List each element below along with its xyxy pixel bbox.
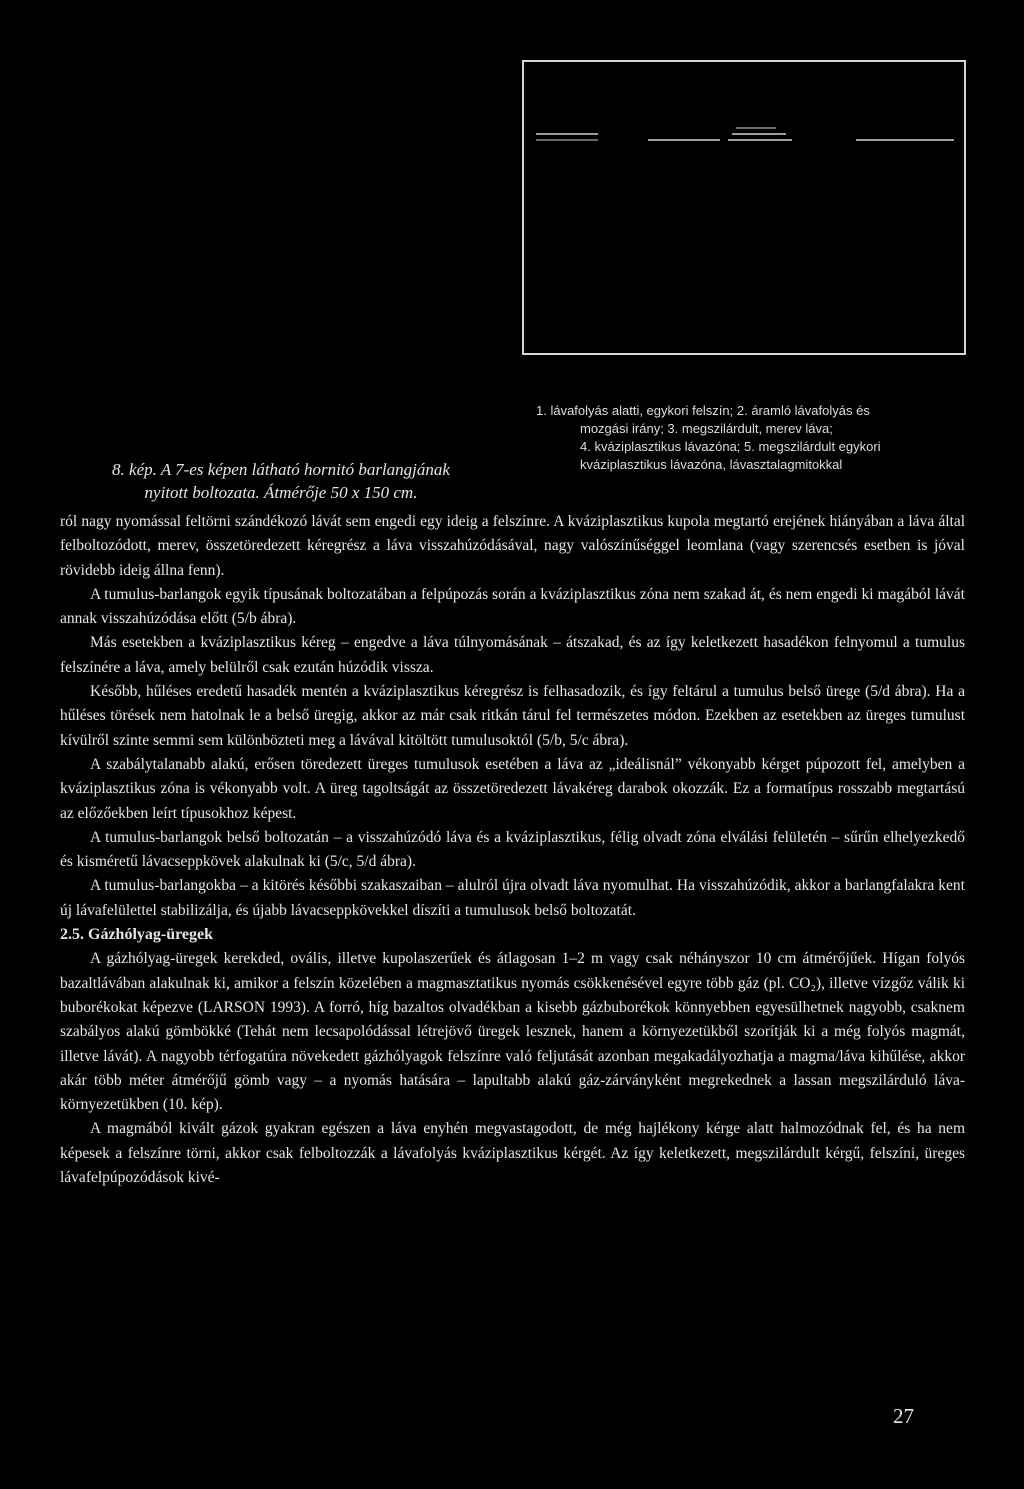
page-number: 27 <box>893 1404 914 1428</box>
paragraph: A tumulus-barlangok egyik típusának boltozatában a felpúpozás során a kváziplasztikus zóna nem szakad át, és nem engedi ki magából lávát annak visszahúzódása előtt (5/b ábra). <box>60 585 965 628</box>
caption-line-1: 8. kép. A 7-es képen látható hornitó barlangjának <box>112 460 450 479</box>
paragraph: A tumulus-barlangok belső boltozatán – a visszahúzódó láva és a kváziplasztikus, félig olvadt zóna elválási felületén – sűrűn elhelyezkedő és kisméretű lávacseppkövek alakulnak ki (5/c, 5/d ábra). <box>60 828 965 871</box>
paragraph: Más esetekben a kváziplasztikus kéreg – engedve a láva túlnyomásának – átszakad, és az így keletkezett hasadékon felnyomul a tumulus felszínére a láva, amely belülről csak ezután húzódik vissza. <box>60 634 965 676</box>
paragraph: Később, hűléses eredetű hasadék mentén a kváziplasztikus kéregrész is felhasadozik, és így feltárul a tumulus belső ürege (5/d ábra). Ha a hűléses törések nem hatolnak le a belső üregig, akkor az már csak ritkán tárul fel természetes módon. Ezekben az esetekben az üreges tumulust kívülről szinte semmi sem különbözteti meg a lávával kitöltött tumulusoktól (5/b, 5/c ábra). <box>60 683 965 749</box>
paragraph: A gázhólyag-üregek kerekded, ovális, illetve kupolaszerűek és átlagosan 1–2 m vagy csak néhányszor 10 cm átmérőjűek. Hígan folyós bazaltlávában alakulnak ki, amikor a felszín közelében a magmasztatikus nyomás csökkenésével egyre több gáz (pl. CO₂), illetve vízgőz válik ki buborékokat képezve (LARSON 1993). A forró, híg bazaltos olvadékban a kisebb gázbuborékok könnyebben egyesülhetnek nagyobb, csaknem szabályos alakú gömbökké (Tehát nem lecsapolódással létrejövő üregek lesznek, hanem a környezetükből szorítják ki a még folyós magmát, illetve lávát). A nagyobb térfogatúra növekedett gázhólyagok felszínre való feljutását azonban megakadályozhatja a magma/láva kihűlése, akkor akár több méter átmérőjű gömb vagy – a nyomás hatására – lapultabb alakú gáz-zárványként megrekednek a lassan megszilárduló láva-környezetükben (10. kép). <box>60 950 965 1114</box>
section-heading: 2.5. Gázhólyag-üregek <box>60 926 214 944</box>
legend-line-4: kváziplasztikus lávazóna, lávasztalagmitokkal <box>580 457 843 472</box>
legend-line-1: 1. lávafolyás alatti, egykori felszín; 2. áramló lávafolyás és <box>536 403 870 418</box>
figure-frame <box>522 60 966 355</box>
legend-line-3: 4. kváziplasztikus lávazóna; 5. megszilárdult egykori <box>580 439 881 454</box>
tumulus-diagram <box>524 62 964 353</box>
paragraph: A magmából kivált gázok gyakran egészen a láva enyhén megvastagodott, de még hajlékony kérge alatt halmozódnak fel, és ha nem képesek a felszínre törni, akkor csak felboltozzák a lávafolyás kváziplasztikus kérgét. Az így keletkezett, megszilárdult kérgű, felszíni, üreges lávafelpúpozódások kivé- <box>60 1120 965 1187</box>
caption-line-2: nyitott boltozata. Átmérője 50 x 150 cm. <box>144 483 418 502</box>
figure-legend <box>536 402 966 474</box>
paragraph: A tumulus-barlangokba – a kitörés későbbi szakaszaiban – alulról újra olvadt láva nyomulhat. Ha visszahúzódik, akkor a barlangfalakra kent új lávafelülettel stabilizálja, és újabb lávacseppkövekkel díszíti a tumulusok belső boltozatát. <box>60 877 965 919</box>
paragraph: ról nagy nyomással feltörni szándékozó lávát sem engedi egy ideig a felszínre. A kváziplasztikus kupola megtartó erejének hiányában a láva által felboltozódott, merev, összetöredezett kéregrész a láva visszahúzódásával, nagy valószínűséggel leomlana (vagy szerencsés esetben is jóval rövidebb ideig állna fenn). <box>60 513 965 579</box>
paragraph: A szabálytalanabb alakú, erősen töredezett üreges tumulusok esetében a láva az „ideálisnál” vékonyabb kérget púpozott fel, amelyben a kváziplasztikus zóna is vékonyabb volt. A üreg tagoltságát az összetöredezett lávakéreg darabok okozzák. Ez a formatípus rosszabb megtartású az előzőekben leírt típusokhoz képest. <box>60 755 965 822</box>
legend-line-2: mozgási irány; 3. megszilárdult, merev láva; <box>580 421 833 436</box>
figure-caption <box>66 458 496 504</box>
body-text <box>60 510 965 1190</box>
